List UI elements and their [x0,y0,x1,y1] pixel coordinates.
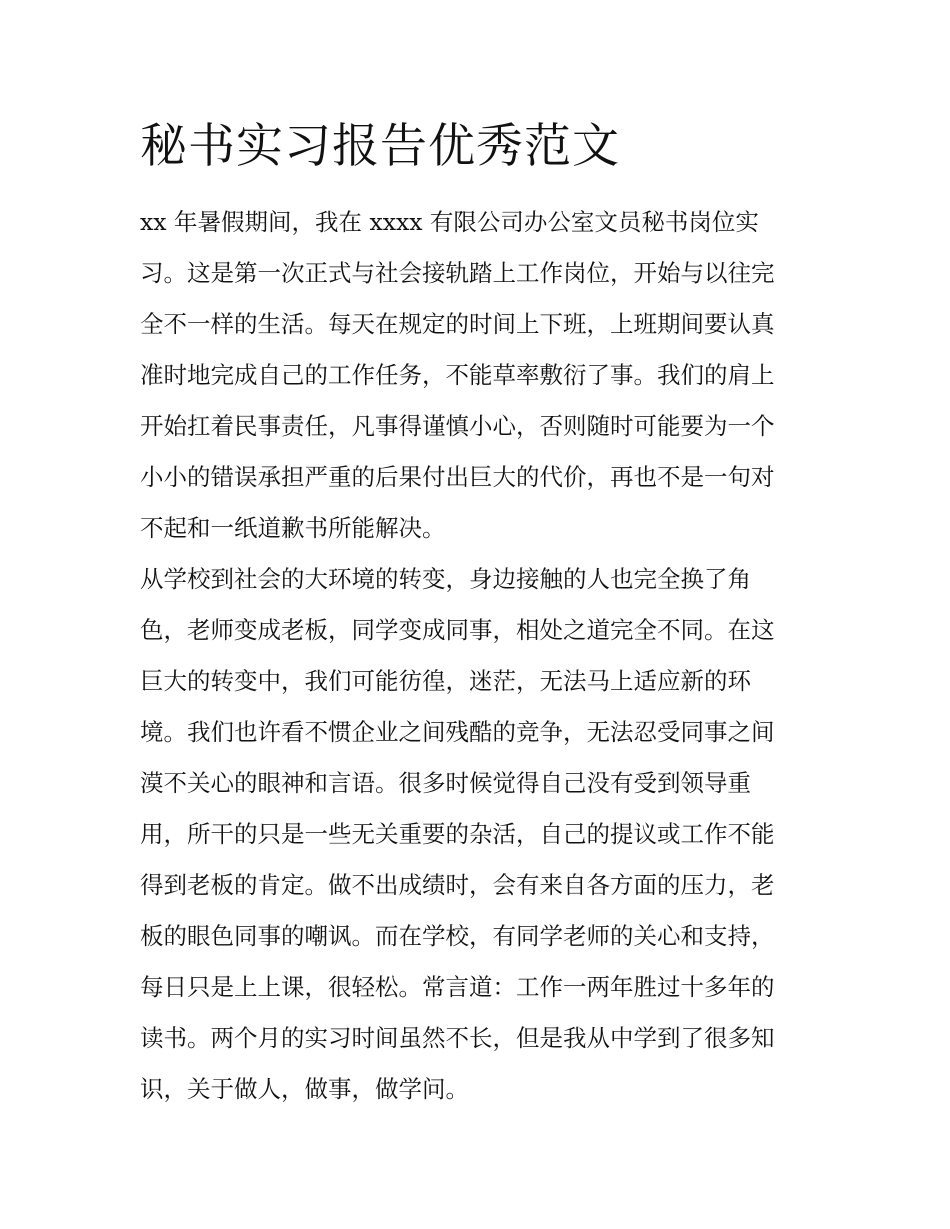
paragraph [140,554,775,1115]
text-line: 每日只是上上课，很轻松。常言道：工作一两年胜过十多年的 [140,973,775,1001]
text-line: 色，老师变成老板，同学变成同事，相处之道完全不同。在这 [140,616,775,644]
text-line: 识，关于做人，做事，做学问。 [140,1075,469,1103]
text-line: 开始扛着民事责任，凡事得谨慎小心，否则随时可能要为一个 [140,412,775,440]
document-title: 秘书实习报告优秀范文 [140,119,620,174]
text-line: 得到老板的肯定。做不出成绩时，会有来自各方面的压力，老 [140,871,775,899]
text-line: 全不一样的生活。每天在规定的时间上下班，上班期间要认真 [140,310,775,338]
text-line: 巨大的转变中，我们可能彷徨，迷茫，无法马上适应新的环 [140,667,751,695]
text-line: 习。这是第一次正式与社会接轨踏上工作岗位，开始与以往完 [140,259,775,287]
text-line: 准时地完成自己的工作任务，不能草率敷衍了事。我们的肩上 [140,361,775,389]
text-line: 读书。两个月的实习时间虽然不长，但是我从中学到了很多知 [140,1024,775,1052]
text-line: 漠不关心的眼神和言语。很多时候觉得自己没有受到领导重 [140,769,751,797]
text-line: 板的眼色同事的嘲讽。而在学校，有同学老师的关心和支持， [140,922,775,950]
text-line: 用，所干的只是一些无关重要的杂活，自己的提议或工作不能 [140,820,775,848]
text-line: 从学校到社会的大环境的转变，身边接触的人也完全换了角 [140,565,751,593]
text-line: 小小的错误承担严重的后果付出巨大的代价，再也不是一句对 [140,463,775,491]
text-line: xx 年暑假期间，我在 xxxx 有限公司办公室文员秘书岗位实 [140,208,759,236]
paragraph [140,197,775,554]
text-line: 境。我们也许看不惯企业之间残酷的竞争，无法忍受同事之间 [140,718,775,746]
text-line: 不起和一纸道歉书所能解决。 [140,514,446,542]
